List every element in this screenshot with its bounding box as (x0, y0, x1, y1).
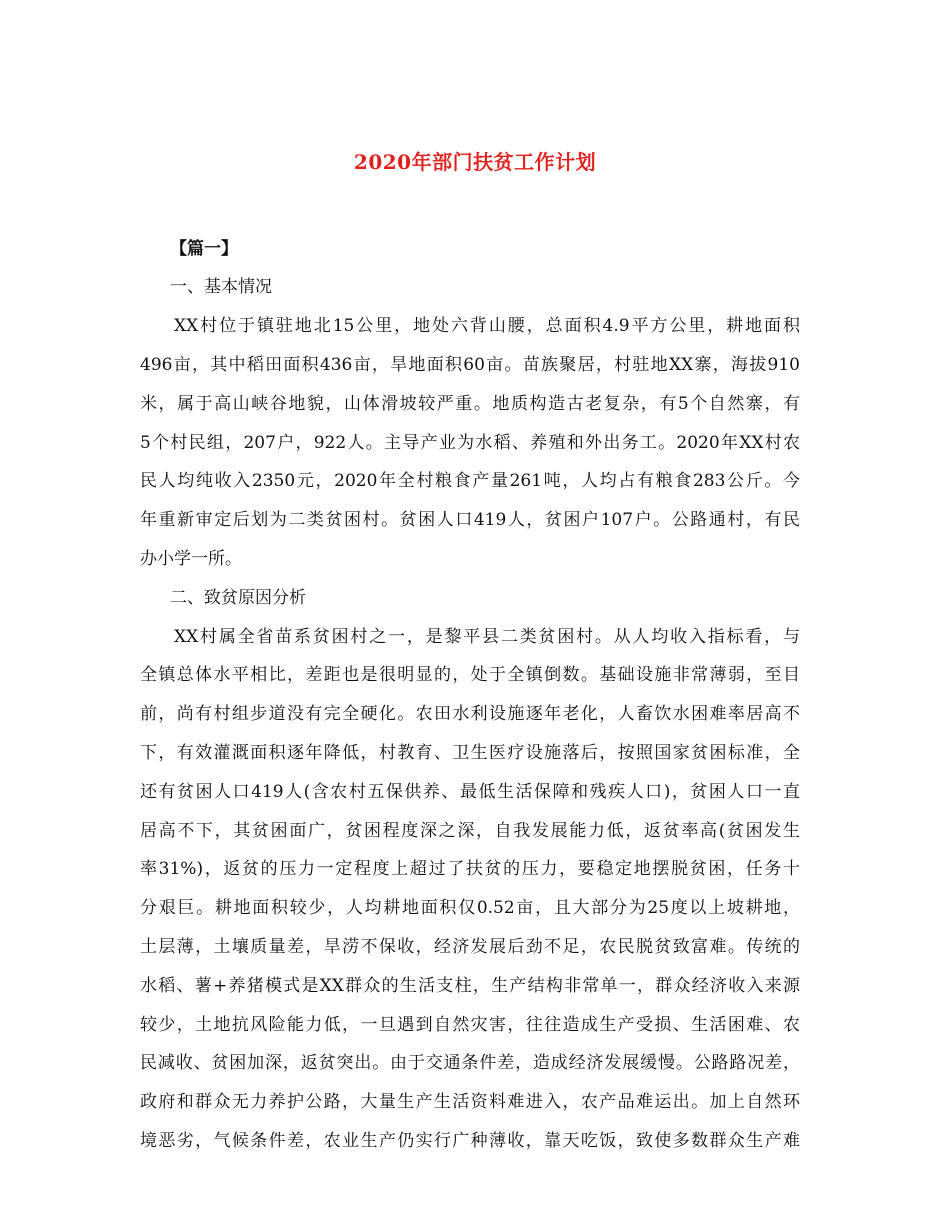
section-heading-basic-situation: 一、基本情况 (170, 277, 272, 297)
paragraph-line: 前，尚有村组步道没有完全硬化。农田水利设施逐年老化，人畜饮水困难率居高不 (140, 704, 800, 724)
paragraph-line: 还有贫困人口419人(含农村五保供养、最低生活保障和残疾人口)，贫困人口一直 (140, 782, 800, 802)
paragraph-line: 率31%)，返贫的压力一定程度上超过了扶贫的压力，要稳定地摆脱贫困，任务十 (140, 859, 800, 879)
section-heading-poverty-causes: 二、致贫原因分析 (170, 588, 306, 608)
document-title: 2020年部门扶贫工作计划 (353, 150, 597, 174)
paragraph-line: 民减收、贫困加深，返贫突出。由于交通条件差，造成经济发展缓慢。公路路况差， (140, 1053, 800, 1073)
paragraph-line: 政府和群众无力养护公路，大量生产生活资料难进入，农产品难运出。加上自然环 (140, 1092, 800, 1112)
paragraph-line: 办小学一所。 (140, 549, 242, 569)
paragraph-line: 水稻、薯+养猪模式是XX群众的生活支柱，生产结构非常单一，群众经济收入来源 (140, 976, 800, 996)
part-label: 【篇一】 (170, 239, 238, 259)
paragraph-line: 居高不下，其贫困面广，贫困程度深之深，自我发展能力低，返贫率高(贫困发生 (140, 821, 800, 841)
paragraph-line: 5个村民组，207户，922人。主导产业为水稻、养殖和外出务工。2020年XX村农 (140, 433, 800, 453)
paragraph-line: 全镇总体水平相比，差距也是很明显的，处于全镇倒数。基础设施非常薄弱，至目 (140, 665, 800, 685)
paragraph-line: 民人均纯收入2350元，2020年全村粮食产量261吨，人均占有粮食283公斤。今 (140, 471, 800, 491)
paragraph-line: XX村位于镇驻地北15公里，地处六背山腰，总面积4.9平方公里，耕地面积 (174, 316, 800, 336)
paragraph-line: 年重新审定后划为二类贫困村。贫困人口419人，贫困户107户。公路通村，有民 (140, 510, 800, 530)
paragraph-line: 境恶劣，气候条件差，农业生产仍实行广种薄收，靠天吃饭，致使多数群众生产难 (140, 1131, 800, 1151)
paragraph-line: 土层薄，土壤质量差，旱涝不保收，经济发展后劲不足，农民脱贫致富难。传统的 (140, 937, 800, 957)
paragraph-line: XX村属全省苗系贫困村之一，是黎平县二类贫困村。从人均收入指标看，与 (174, 627, 800, 647)
paragraph-line: 米，属于高山峡谷地貌，山体滑坡较严重。地质构造古老复杂，有5个自然寨，有 (140, 394, 800, 414)
paragraph-line: 分艰巨。耕地面积较少，人均耕地面积仅0.52亩，且大部分为25度以上坡耕地， (140, 898, 800, 918)
paragraph-line: 下，有效灌溉面积逐年降低，村教育、卫生医疗设施落后，按照国家贫困标准，全 (140, 743, 800, 763)
paragraph-line: 较少，土地抗风险能力低，一旦遇到自然灾害，往往造成生产受损、生活困难、农 (140, 1015, 800, 1035)
paragraph-line: 496亩，其中稻田面积436亩，旱地面积60亩。苗族聚居，村驻地XX寨，海拔910 (140, 355, 800, 375)
